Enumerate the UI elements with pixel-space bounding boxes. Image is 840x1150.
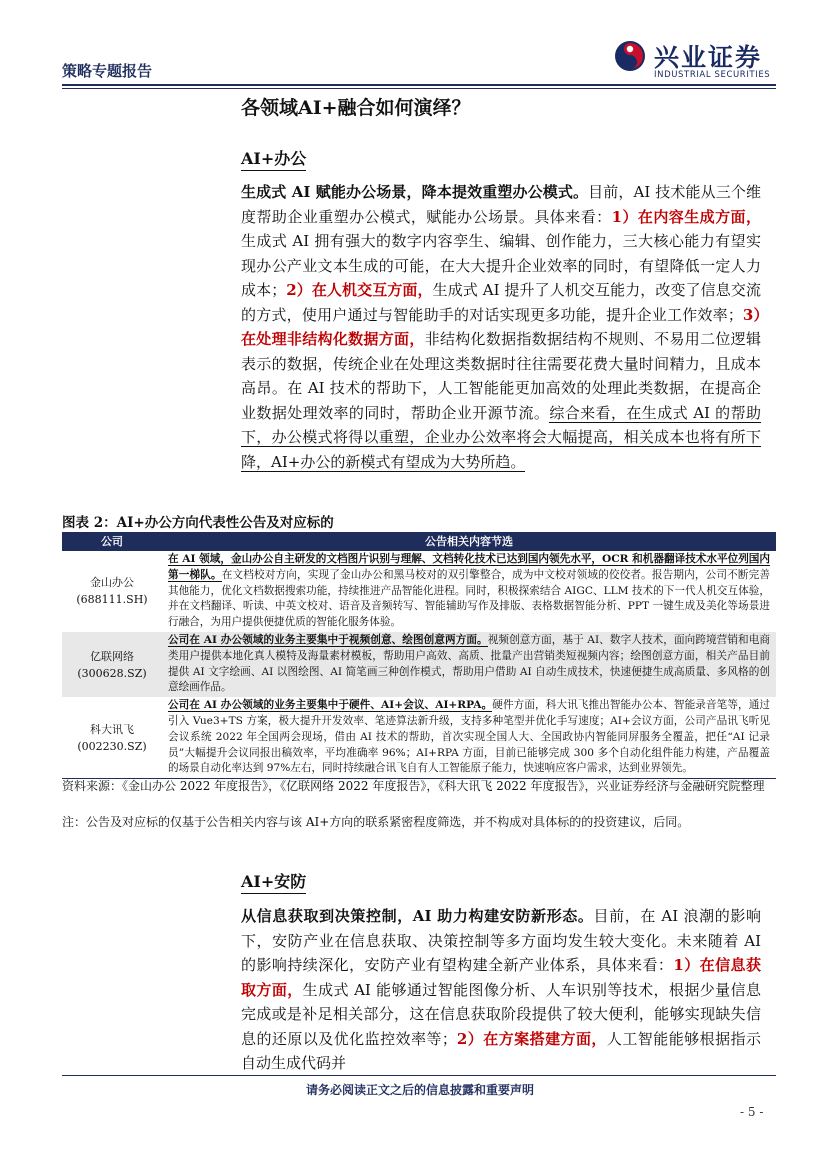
text-run: 人工智能能够根据指示自动生成代码并: [241, 1029, 761, 1072]
figure-note: 注：公告及对应标的仅基于公告相关内容与该 AI+方向的联系紧密程度筛选，并不构成对具体标的的投资建议，后同。: [62, 815, 690, 829]
logo-name-en: INDUSTRIAL SECURITIES: [654, 70, 771, 80]
text-run: 综合来看，在生成式 AI 的帮助下，办公模式将得以重塑，企业办公效率将会大幅提高，相关成本也将有所下降，AI+办公的新模式有望成为大势所趋。: [241, 403, 761, 471]
column-header-company: 公司: [62, 532, 162, 551]
announcement-table: [62, 532, 776, 779]
subsection-title-security: AI+安防: [241, 869, 306, 894]
content-text: 硬件方面，科大讯飞推出智能办公本、智能录音笔等，通过引入 Vue3+TS 方案，极大提升开发效率、笔迹算法新升级，支持多种笔型并优化手写速度；AI+会议方面，公司产品讯飞听见会议系统 2022 年全国两会现场，借由 AI 技术的帮助，首次实现全国人大、全国政协内智能同屏服务全覆盖，把任“AI 记录员”大幅提升会议同报出稿效率，平均准确率 96%；AI+RPA 方面，目前已能够完成 300 多个自动化组件能力构建，产品覆盖的场景自动化率达到 97%左右，同时持续融合讯飞自有人工智能原子能力，快速响应客户需求，达到业界领先。: [168, 699, 770, 775]
text-run: 3）在处理非结构化数据方面，: [241, 305, 761, 348]
content-highlight: 公司在 AI 办公领域的业务主要集中于视频创意、绘图创意两方面。: [168, 633, 488, 646]
content-text: 在文档校对方向，实现了金山办公和黑马校对的双引擎整合，成为中文校对领域的佼佼者。报告期内，公司不断完善其他能力，优化文档数据搜索功能，持续推进产品智能化进程。同时，积极探索结合 AIGC、LLM 技术的下一代人机交互体验，并在文档翻译、听读、中英文校对、语音及音频转写、智能辅助写作及排版、表格数据智能分析、PPT 一键生成及美化等场景进行融合，为用户提供便捷优质的智能化服务体验。: [168, 568, 770, 629]
company-cell: [62, 551, 162, 632]
stock-code: (688111.SH): [76, 593, 148, 607]
text-run: 非结构化数据指数据结构不规则、不易用二位逻辑表示的数据，传统企业在处理这类数据时往往需要花费大量时间精力，且成本高昂。在 AI 技术的帮助下，人工智能能更加高效的处理此类数据，在提高企业数据处理效率的同时，帮助企业开源节流。: [241, 330, 761, 422]
text-run: 2）在方案搭建方面，: [456, 1029, 607, 1048]
figure-source: 资料来源：《金山办公 2022 年度报告》，《亿联网络 2022 年度报告》，《科大讯飞 2022 年度报告》，兴业证券经济与金融研究院整理: [62, 779, 765, 793]
table-row: [62, 697, 776, 778]
section-title: 各领域AI+融合如何演绎？: [241, 97, 471, 119]
content-highlight: 公司在 AI 办公领域的业务主要集中于硬件、AI+会议、AI+RPA。: [168, 699, 493, 712]
text-run: 1）在信息获取方面，: [241, 956, 761, 999]
column-header-content: 公告相关内容节选: [162, 532, 776, 551]
stock-code: (002230.SZ): [77, 739, 147, 753]
company-name: 科大讯飞: [90, 722, 134, 736]
security-paragraph: [241, 904, 761, 1076]
company-name: 金山办公: [90, 576, 134, 590]
table-row: [62, 632, 776, 697]
company-logo: [614, 40, 784, 86]
stock-code: (300628.SZ): [77, 666, 147, 680]
figure-title: 图表 2：AI+办公方向代表性公告及对应标的: [62, 515, 334, 531]
table-row: [62, 551, 776, 632]
content-cell: [162, 632, 776, 697]
report-type-label: 策略专题报告: [62, 62, 153, 80]
subsection-title-office: AI+办公: [241, 146, 306, 171]
company-name: 亿联网络: [90, 649, 134, 663]
office-paragraph: [241, 180, 761, 474]
text-run: 从信息获取到决策控制，AI 助力构建安防新形态。: [241, 907, 594, 925]
company-cell: [62, 632, 162, 697]
page-number: - 5 -: [740, 1105, 764, 1119]
footer-disclaimer: 请务必阅读正文之后的信息披露和重要声明: [305, 1083, 534, 1097]
text-run: 目前，在 AI 浪潮的影响下，安防产业在信息获取、决策控制等多方面均发生较大变化。未来随着 AI 的影响持续深化，安防产业有望构建全新产业体系，具体来看：: [241, 907, 762, 974]
logo-name-cn: 兴业证券: [654, 43, 763, 72]
header-rule-thin: [62, 88, 776, 89]
header-rule-thick: [62, 84, 776, 86]
text-run: 生成式 AI 赋能办公场景，降本提效重塑办公模式。: [241, 183, 589, 201]
text-run: 生成式 AI 拥有强大的数字内容孪生、编辑、创作能力，三大核心能力有望实现办公产业文本生成的可能，在大大提升企业效率的同时，有望降低一定人力成本；: [241, 232, 761, 299]
footer-rule: [62, 1075, 776, 1076]
content-text: 视频创意方面，基于 AI、数字人技术，面向跨境营销和电商类用户提供本地化真人模特及海量素材模板，帮助用户高效、高质、批量产出营销类短视频内容；绘图创意方面，相关产品目前提供 AI 文字绘画、AI 以图绘图、AI 简笔画三种创作模式，帮助用户借助 AI 自动生成技术，快速便捷生成高质量、多风格的创意绘画作品。: [168, 633, 770, 694]
text-run: 目前，AI 技术能从三个维度帮助企业重塑办公模式，赋能办公场景。具体来看：: [241, 183, 761, 226]
logo-mark-icon: [614, 40, 646, 72]
company-cell: [62, 697, 162, 778]
text-run: 1）在内容生成方面，: [611, 207, 761, 226]
content-highlight: 在 AI 领域，金山办公自主研发的文档图片识别与理解、文档转化技术已达到国内领先水平，OCR 和机器翻译技术水平位列国内第一梯队。: [168, 553, 770, 581]
content-cell: [162, 551, 776, 632]
text-run: 生成式 AI 提升了人机交互能力，改变了信息交流的方式，使用户通过与智能助手的对话实现更多功能，提升企业工作效率；: [241, 281, 761, 324]
text-run: 2）在人机交互方面，: [286, 281, 433, 299]
content-cell: [162, 697, 776, 778]
text-run: 生成式 AI 能够通过智能图像分析、人车识别等技术，根据少量信息完成或是补足相关部分，这在信息获取阶段提供了较大便利，能够实现缺失信息的还原以及优化监控效率等；: [241, 980, 761, 1048]
